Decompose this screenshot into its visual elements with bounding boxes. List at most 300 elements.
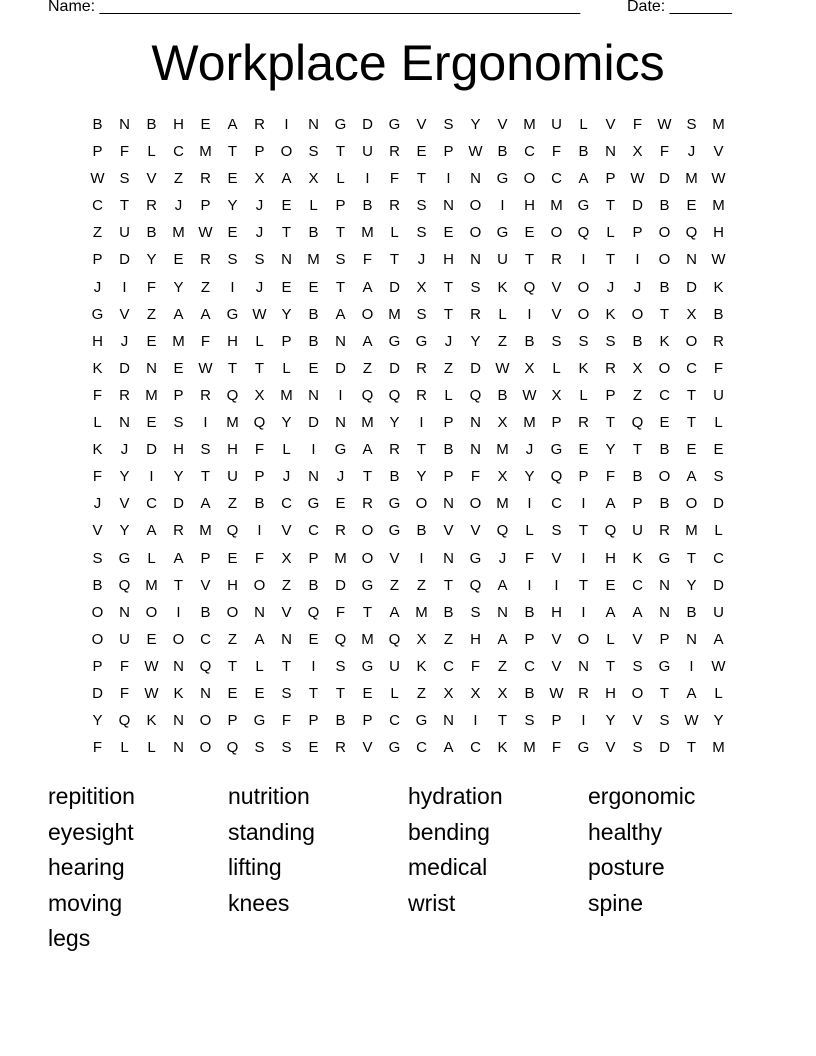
grid-cell: I xyxy=(338,386,343,404)
grid-cell: R xyxy=(389,441,400,459)
grid-cell: D xyxy=(173,495,184,513)
grid-cell: B xyxy=(713,305,724,323)
grid-cell: W xyxy=(549,684,564,702)
grid-cell: M xyxy=(361,224,374,242)
grid-cell: J xyxy=(525,441,534,459)
grid-cell: B xyxy=(389,468,400,486)
grid-cell: Y xyxy=(686,576,697,594)
grid-cell: D xyxy=(335,576,346,594)
grid-cell: H xyxy=(443,251,454,269)
grid-cell: M xyxy=(280,386,293,404)
grid-cell: F xyxy=(470,657,481,675)
word-bank-item: bending xyxy=(408,818,490,845)
grid-cell: G xyxy=(361,576,374,594)
grid-cell: N xyxy=(146,359,157,377)
grid-cell: V xyxy=(146,170,157,188)
grid-cell: X xyxy=(281,549,292,567)
grid-cell: D xyxy=(713,495,724,513)
grid-cell: J xyxy=(282,468,291,486)
grid-cell: A xyxy=(227,116,238,133)
grid-cell: L xyxy=(390,224,399,242)
grid-cell: A xyxy=(578,170,589,188)
grid-cell: J xyxy=(687,143,696,161)
grid-cell: V xyxy=(605,739,616,757)
grid-cell: L xyxy=(390,684,399,702)
grid-cell: X xyxy=(497,684,508,702)
grid-cell: I xyxy=(149,468,154,486)
grid-cell: W xyxy=(252,305,267,323)
grid-cell: Q xyxy=(334,630,347,648)
grid-cell: B xyxy=(497,386,508,404)
grid-cell: Y xyxy=(173,278,184,296)
grid-cell: N xyxy=(443,197,454,215)
letter-grid xyxy=(84,114,732,764)
grid-cell: H xyxy=(173,116,184,133)
grid-cell: W xyxy=(144,684,159,702)
grid-cell: O xyxy=(280,143,293,161)
grid-cell: Y xyxy=(713,712,724,730)
grid-cell: R xyxy=(605,359,616,377)
grid-cell: M xyxy=(712,197,725,215)
grid-cell: P xyxy=(578,468,589,486)
grid-cell: I xyxy=(473,712,478,730)
grid-cell: H xyxy=(713,224,724,242)
grid-cell: P xyxy=(632,495,643,513)
grid-cell: F xyxy=(146,278,157,296)
grid-cell: B xyxy=(254,495,265,513)
grid-cell: S xyxy=(281,684,292,702)
grid-cell: Y xyxy=(389,414,400,432)
grid-cell: U xyxy=(362,143,373,161)
grid-cell: X xyxy=(416,278,427,296)
grid-cell: X xyxy=(497,468,508,486)
grid-cell: N xyxy=(443,712,454,730)
grid-cell: V xyxy=(551,305,562,323)
grid-cell: K xyxy=(659,332,670,350)
grid-cell: D xyxy=(308,414,319,432)
grid-cell: E xyxy=(173,359,184,377)
grid-cell: R xyxy=(335,739,346,757)
grid-cell: L xyxy=(606,224,615,242)
grid-cell: Z xyxy=(227,630,238,648)
grid-cell: R xyxy=(416,359,427,377)
grid-cell: T xyxy=(443,576,454,594)
grid-cell: Q xyxy=(388,630,401,648)
grid-cell: S xyxy=(173,414,184,432)
grid-cell: I xyxy=(581,251,586,269)
grid-cell: Y xyxy=(470,332,481,350)
grid-cell: A xyxy=(362,441,373,459)
grid-cell: A xyxy=(254,630,265,648)
grid-cell: Y xyxy=(281,414,292,432)
grid-cell: L xyxy=(579,116,588,133)
word-bank-item: posture xyxy=(588,854,665,881)
grid-cell: I xyxy=(581,712,586,730)
grid-cell: M xyxy=(199,143,212,161)
grid-cell: E xyxy=(524,224,535,242)
grid-cell: M xyxy=(685,170,698,188)
grid-cell: I xyxy=(635,251,640,269)
word-bank-item: moving xyxy=(48,889,123,916)
grid-cell: I xyxy=(419,549,424,567)
grid-cell: I xyxy=(581,603,586,621)
grid-cell: D xyxy=(119,359,130,377)
grid-cell: G xyxy=(496,224,509,242)
grid-cell: G xyxy=(496,170,509,188)
grid-cell: P xyxy=(443,468,454,486)
grid-cell: J xyxy=(336,468,345,486)
grid-cell: T xyxy=(659,684,670,702)
grid-cell: X xyxy=(632,359,643,377)
grid-cell: Z xyxy=(416,684,427,702)
grid-cell: I xyxy=(689,657,694,675)
grid-cell: Z xyxy=(497,332,508,350)
grid-cell: V xyxy=(632,712,643,730)
grid-cell: O xyxy=(631,305,644,323)
grid-cell: G xyxy=(469,549,482,567)
grid-cell: Q xyxy=(253,414,266,432)
grid-cell: B xyxy=(659,197,670,215)
grid-cell: E xyxy=(308,278,319,296)
grid-cell: T xyxy=(308,684,319,702)
grid-cell: S xyxy=(308,143,319,161)
grid-cell: S xyxy=(551,522,562,540)
grid-cell: V xyxy=(605,116,616,133)
grid-cell: C xyxy=(416,739,427,757)
grid-cell: R xyxy=(389,197,400,215)
grid-cell: G xyxy=(388,332,401,350)
grid-cell: E xyxy=(308,630,319,648)
grid-cell: L xyxy=(336,170,345,188)
grid-cell: T xyxy=(416,441,427,459)
grid-cell: J xyxy=(255,224,264,242)
grid-cell: R xyxy=(470,305,481,323)
grid-cell: T xyxy=(389,251,400,269)
grid-cell: O xyxy=(253,576,266,594)
grid-cell: B xyxy=(308,332,319,350)
grid-cell: E xyxy=(605,576,616,594)
grid-cell: V xyxy=(362,739,373,757)
grid-cell: S xyxy=(335,657,346,675)
grid-cell: N xyxy=(686,251,697,269)
grid-cell: S xyxy=(254,739,265,757)
grid-cell: E xyxy=(146,630,157,648)
grid-cell: R xyxy=(713,332,724,350)
grid-cell: D xyxy=(146,441,157,459)
grid-cell: S xyxy=(416,224,427,242)
grid-cell: V xyxy=(443,522,454,540)
grid-cell: A xyxy=(686,468,697,486)
grid-cell: O xyxy=(415,495,428,513)
grid-cell: G xyxy=(118,549,131,567)
grid-cell: F xyxy=(713,359,724,377)
grid-cell: P xyxy=(92,657,103,675)
grid-cell: W xyxy=(711,657,726,675)
grid-cell: Z xyxy=(227,495,238,513)
grid-cell: B xyxy=(659,278,670,296)
grid-cell: S xyxy=(254,251,265,269)
grid-cell: V xyxy=(551,657,562,675)
grid-cell: I xyxy=(581,495,586,513)
grid-cell: N xyxy=(281,251,292,269)
grid-cell: G xyxy=(658,549,671,567)
grid-cell: T xyxy=(605,197,616,215)
grid-cell: P xyxy=(308,712,319,730)
grid-cell: S xyxy=(470,603,481,621)
grid-cell: P xyxy=(200,549,211,567)
grid-cell: W xyxy=(144,657,159,675)
grid-cell: X xyxy=(686,305,697,323)
grid-cell: A xyxy=(146,522,157,540)
grid-cell: B xyxy=(524,332,535,350)
grid-cell: B xyxy=(578,143,589,161)
grid-cell: S xyxy=(335,251,346,269)
grid-cell: Z xyxy=(443,630,454,648)
grid-cell: G xyxy=(388,522,401,540)
grid-cell: F xyxy=(335,603,346,621)
grid-cell: P xyxy=(92,251,103,269)
grid-cell: Y xyxy=(146,251,157,269)
grid-cell: U xyxy=(713,386,724,404)
grid-cell: F xyxy=(551,739,562,757)
grid-cell: C xyxy=(173,143,184,161)
grid-cell: O xyxy=(469,224,482,242)
grid-cell: C xyxy=(281,495,292,513)
grid-cell: E xyxy=(227,224,238,242)
grid-cell: I xyxy=(527,495,532,513)
grid-cell: F xyxy=(605,468,616,486)
grid-cell: B xyxy=(308,576,319,594)
grid-cell: A xyxy=(281,170,292,188)
grid-cell: U xyxy=(389,657,400,675)
grid-cell: M xyxy=(712,739,725,757)
grid-cell: B xyxy=(497,143,508,161)
grid-cell: P xyxy=(173,386,184,404)
grid-cell: E xyxy=(146,332,157,350)
grid-cell: Q xyxy=(523,278,536,296)
grid-cell: E xyxy=(416,143,427,161)
grid-cell: R xyxy=(335,522,346,540)
grid-cell: T xyxy=(605,251,616,269)
grid-cell: A xyxy=(173,549,184,567)
grid-cell: P xyxy=(281,332,292,350)
grid-cell: R xyxy=(200,170,211,188)
word-bank xyxy=(48,780,768,958)
grid-cell: B xyxy=(146,224,157,242)
grid-cell: E xyxy=(200,116,211,133)
grid-cell: A xyxy=(200,495,211,513)
grid-cell: L xyxy=(579,386,588,404)
grid-cell: V xyxy=(632,630,643,648)
grid-cell: Z xyxy=(416,576,427,594)
grid-cell: H xyxy=(551,603,562,621)
grid-cell: T xyxy=(173,576,184,594)
grid-cell: H xyxy=(92,332,103,350)
grid-cell: F xyxy=(659,143,670,161)
grid-cell: C xyxy=(92,197,103,215)
grid-cell: U xyxy=(713,603,724,621)
grid-cell: W xyxy=(684,712,699,730)
grid-cell: O xyxy=(361,522,374,540)
grid-cell: O xyxy=(199,739,212,757)
grid-cell: E xyxy=(308,359,319,377)
grid-cell: Q xyxy=(226,522,239,540)
grid-cell: N xyxy=(281,630,292,648)
grid-cell: I xyxy=(581,549,586,567)
grid-cell: B xyxy=(659,495,670,513)
grid-cell: O xyxy=(91,630,104,648)
grid-cell: D xyxy=(686,278,697,296)
grid-cell: E xyxy=(227,549,238,567)
grid-cell: M xyxy=(361,414,374,432)
grid-cell: G xyxy=(253,712,266,730)
grid-cell: J xyxy=(93,278,102,296)
grid-cell: C xyxy=(524,143,535,161)
grid-cell: O xyxy=(577,630,590,648)
grid-cell: Y xyxy=(524,468,535,486)
grid-cell: R xyxy=(173,522,184,540)
grid-cell: O xyxy=(523,170,536,188)
grid-cell: G xyxy=(334,116,347,133)
grid-cell: G xyxy=(388,739,401,757)
grid-cell: A xyxy=(389,603,400,621)
grid-cell: Y xyxy=(605,712,616,730)
grid-cell: F xyxy=(92,468,103,486)
grid-cell: T xyxy=(443,278,454,296)
grid-cell: E xyxy=(308,739,319,757)
grid-cell: I xyxy=(446,170,451,188)
grid-cell: A xyxy=(713,630,724,648)
grid-cell: G xyxy=(388,495,401,513)
puzzle-title: Workplace Ergonomics xyxy=(151,35,665,91)
grid-cell: P xyxy=(92,143,103,161)
grid-cell: I xyxy=(230,278,235,296)
grid-cell: X xyxy=(497,414,508,432)
grid-cell: X xyxy=(254,386,265,404)
grid-cell: W xyxy=(495,359,510,377)
grid-cell: V xyxy=(551,549,562,567)
grid-cell: F xyxy=(470,468,481,486)
grid-cell: W xyxy=(90,170,105,188)
grid-cell: I xyxy=(122,278,127,296)
grid-cell: T xyxy=(281,657,292,675)
grid-cell: S xyxy=(227,251,238,269)
grid-cell: T xyxy=(632,441,643,459)
grid-cell: T xyxy=(119,197,130,215)
grid-cell: R xyxy=(362,495,373,513)
grid-cell: J xyxy=(606,278,615,296)
grid-cell: R xyxy=(389,143,400,161)
grid-cell: L xyxy=(714,684,723,702)
grid-cell: L xyxy=(309,197,318,215)
grid-cell: B xyxy=(416,522,427,540)
grid-cell: P xyxy=(605,170,616,188)
grid-cell: G xyxy=(361,657,374,675)
grid-cell: E xyxy=(146,414,157,432)
grid-cell: Y xyxy=(227,197,238,215)
grid-cell: T xyxy=(200,468,211,486)
grid-cell: O xyxy=(199,712,212,730)
grid-cell: N xyxy=(470,441,481,459)
word-bank-item: knees xyxy=(228,889,290,916)
grid-cell: A xyxy=(605,495,616,513)
grid-cell: O xyxy=(658,251,671,269)
grid-cell: B xyxy=(308,224,319,242)
grid-cell: W xyxy=(711,251,726,269)
grid-cell: K xyxy=(146,712,157,730)
grid-cell: B xyxy=(659,441,670,459)
grid-cell: R xyxy=(200,386,211,404)
grid-cell: E xyxy=(227,170,238,188)
grid-cell: B xyxy=(443,441,454,459)
grid-cell: L xyxy=(147,549,156,567)
grid-cell: T xyxy=(686,739,697,757)
grid-cell: E xyxy=(281,197,292,215)
grid-cell: N xyxy=(605,143,616,161)
grid-cell: O xyxy=(685,495,698,513)
grid-cell: Z xyxy=(632,386,643,404)
grid-cell: V xyxy=(119,495,130,513)
grid-cell: A xyxy=(335,305,346,323)
grid-cell: V xyxy=(281,603,292,621)
grid-cell: M xyxy=(496,495,509,513)
grid-cell: F xyxy=(119,657,130,675)
grid-cell: N xyxy=(308,386,319,404)
grid-cell: C xyxy=(551,495,562,513)
grid-cell: F xyxy=(632,116,643,133)
grid-cell: W xyxy=(657,116,672,133)
grid-cell: I xyxy=(176,603,181,621)
grid-cell: V xyxy=(281,522,292,540)
grid-cell: L xyxy=(282,359,291,377)
grid-cell: V xyxy=(389,549,400,567)
grid-cell: O xyxy=(172,630,185,648)
grid-cell: M xyxy=(550,197,563,215)
word-bank-item: standing xyxy=(228,818,315,845)
grid-cell: Y xyxy=(92,712,103,730)
grid-cell: A xyxy=(632,603,643,621)
grid-cell: W xyxy=(711,170,726,188)
word-bank-item: lifting xyxy=(228,854,282,881)
grid-cell: K xyxy=(497,739,508,757)
grid-cell: Q xyxy=(307,603,320,621)
grid-cell: S xyxy=(92,549,103,567)
grid-cell: K xyxy=(173,684,184,702)
grid-cell: G xyxy=(91,305,104,323)
grid-cell: I xyxy=(257,522,262,540)
grid-cell: T xyxy=(281,224,292,242)
grid-cell: O xyxy=(658,224,671,242)
grid-cell: C xyxy=(443,657,454,675)
grid-cell: P xyxy=(632,224,643,242)
grid-cell: B xyxy=(200,603,211,621)
grid-cell: O xyxy=(361,305,374,323)
grid-cell: O xyxy=(361,549,374,567)
grid-cell: G xyxy=(415,332,428,350)
grid-cell: P xyxy=(551,414,562,432)
grid-cell: C xyxy=(308,522,319,540)
grid-cell: I xyxy=(419,414,424,432)
grid-cell: H xyxy=(524,197,535,215)
grid-cell: K xyxy=(578,359,589,377)
grid-cell: L xyxy=(606,630,615,648)
grid-cell: J xyxy=(120,332,129,350)
grid-cell: B xyxy=(308,305,319,323)
grid-cell: B xyxy=(335,712,346,730)
grid-cell: S xyxy=(632,657,643,675)
grid-cell: E xyxy=(443,224,454,242)
grid-cell: M xyxy=(334,549,347,567)
